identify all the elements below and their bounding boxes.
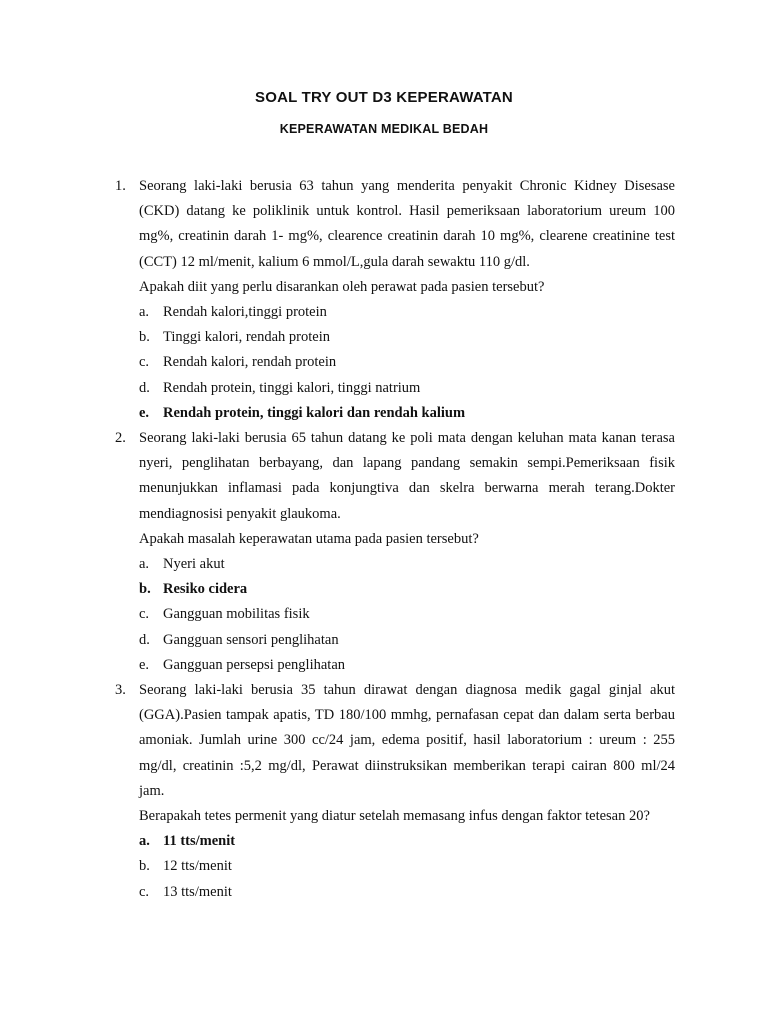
option-text: Resiko cidera [163,581,248,598]
answer-option-d [139,376,675,401]
option-text: Tinggi kalori, rendah protein [163,329,330,346]
question-stem: Seorang laki-laki berusia 35 tahun dirawat dengan diagnosa medik gagal ginjal akut (GGA).Pasien tampak apatis, TD 180/100 mmhg, pernafasan cepat dan dalam serta berbau amoniak. Jumlah urine 300 cc/24 jam, edema positif, hasil laboratorium : ureum : 255 mg/dl, creatinin :5,2 mg/dl, Perawat diinstruksikan memberikan terapi cairan 800 ml/24 jam. [139,682,675,799]
answer-option-a [139,552,675,577]
question-3 [115,678,675,905]
question-prompt: Apakah diit yang perlu disarankan oleh perawat pada pasien tersebut? [139,278,545,295]
option-text: Rendah protein, tinggi kalori dan rendah kalium [163,404,466,421]
question-stem: Seorang laki-laki berusia 65 tahun datang ke poli mata dengan keluhan mata kanan terasa nyeri, penglihatan berbayang, dan lapang pandang semakin sempi.Pemeriksaan fisik menunjukkan inflamasi pada konjungtiva dan skelra berwarna merah terang.Dokter mendiagnosisi penyakit glaukoma. [139,430,675,522]
question-2 [115,426,675,678]
option-letter: c. [139,606,150,623]
answer-options [139,829,675,905]
answer-option-e [139,653,675,678]
option-letter: e. [139,404,150,421]
question-prompt: Berapakah tetes permenit yang diatur setelah memasang infus dengan faktor tetesan 20? [139,808,650,825]
answer-option-b [139,325,675,350]
question-list [115,174,675,905]
option-text: Rendah kalori,tinggi protein [163,304,327,321]
option-text: Gangguan mobilitas fisik [163,606,310,623]
answer-option-b-correct [139,577,675,602]
question-prompt: Apakah masalah keperawatan utama pada pasien tersebut? [139,530,479,547]
option-letter: b. [139,858,150,875]
option-text: 11 tts/menit [163,833,236,850]
answer-option-c [139,880,675,905]
option-text: Rendah protein, tinggi kalori, tinggi natrium [163,379,421,396]
option-letter: b. [139,581,151,598]
option-text: Gangguan sensori penglihatan [163,631,339,648]
option-letter: a. [139,833,150,850]
document-title: SOAL TRY OUT D3 KEPERAWATAN [255,89,513,106]
option-letter: d. [139,631,150,648]
option-text: Rendah kalori, rendah protein [163,354,337,371]
option-letter: b. [139,329,150,346]
question-number: 1. [115,178,126,194]
option-text: 12 tts/menit [163,858,232,875]
document-subtitle: KEPERAWATAN MEDIKAL BEDAH [279,122,489,136]
option-letter: c. [139,354,150,371]
answer-option-d [139,628,675,653]
option-text: 13 tts/menit [163,883,232,900]
answer-option-a-correct [139,829,675,854]
answer-option-c [139,350,675,375]
answer-option-a [139,300,675,325]
option-letter: c. [139,883,150,900]
answer-options [139,300,675,426]
option-letter: a. [139,304,150,321]
question-number: 2. [115,430,126,447]
option-letter: a. [139,556,150,573]
answer-option-b [139,854,675,879]
answer-option-e-correct [139,401,675,426]
question-1 [115,174,675,426]
option-letter: d. [139,379,150,396]
option-text: Gangguan persepsi penglihatan [163,656,346,673]
answer-options [139,552,675,678]
answer-option-c [139,602,675,627]
question-number: 3. [115,682,126,699]
option-text: Nyeri akut [163,556,225,573]
option-letter: e. [139,656,150,673]
question-stem: Seorang laki-laki berusia 63 tahun yang menderita penyakit Chronic Kidney Disesase (CKD) datang ke poliklinik untuk kontrol. Hasil pemeriksaan laboratorium ureum 100 mg%, creatinin darah 1- mg%, clearence creatinin darah 10 mg%, clearene creatinine test (CCT) 12 ml/menit, kalium 6 mmol/L,gula darah sewaktu 110 g/dl. [139,178,675,270]
